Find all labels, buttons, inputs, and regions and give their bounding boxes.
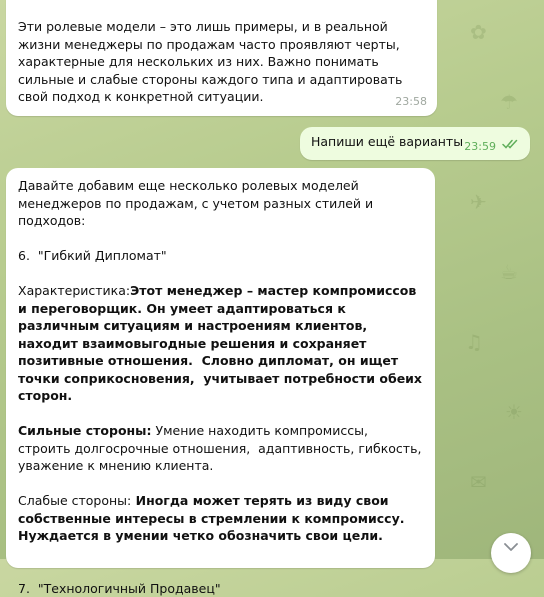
section-heading: 6. "Гибкий Дипломат" <box>18 247 423 265</box>
characteristic-paragraph <box>18 282 423 405</box>
message-time: 23:59 <box>464 140 496 153</box>
characteristic-text: Этот менеджер – мастер компромиссов и переговорщик. Он умеет адаптироваться к различным ситуациям и настроениям клиентов, находит взаимовыгодные решения и сохраняет позитивные отношения. Словно дипломат, он ищет точки соприкосновения, учитывает потребности обеих сторон. <box>18 283 426 403</box>
message-time: 23:58 <box>395 93 427 111</box>
incoming-message <box>6 168 435 568</box>
outgoing-message <box>300 127 530 160</box>
double-check-icon <box>502 139 520 149</box>
scroll-down-button[interactable] <box>491 533 531 573</box>
weaknesses-label: Слабые стороны: <box>18 493 131 508</box>
message-text: Эти ролевые модели – это лишь примеры, и в реальной жизни менеджеры по продажам часто проявляют черты, характерные для нескольких из них. Важно понимать сильные и слабые стороны каждого типа и адаптировать свой подход к конкретной ситуации. <box>18 18 425 106</box>
message-text: Напиши ещё варианты <box>311 134 463 149</box>
characteristic-label: Характеристика: <box>18 283 130 298</box>
weaknesses-text: Иногда может терять из виду свои собственные интересы в стремлении к компромиссу. Нуждается в умении четко обозначить свои цели. <box>18 493 409 543</box>
incoming-message <box>6 0 437 116</box>
weaknesses-paragraph <box>18 492 423 545</box>
strengths-label: Сильные стороны: <box>18 423 151 438</box>
next-heading: 7. "Технологичный Продавец" <box>18 580 423 597</box>
strengths-paragraph <box>18 422 423 475</box>
strengths-text: Умение находить компромиссы, строить долгосрочные отношения, адаптивность, гибкость, уважение к мнению клиента. <box>18 423 429 473</box>
intro-text: Давайте добавим еще несколько ролевых моделей менеджеров по продажам, с учетом разных стилей и подходов: <box>18 177 423 230</box>
background-pattern: ✿ ☂ ✈ ☕ ♫ ☀ ✉ <box>0 0 544 559</box>
chevron-down-icon <box>503 542 519 552</box>
